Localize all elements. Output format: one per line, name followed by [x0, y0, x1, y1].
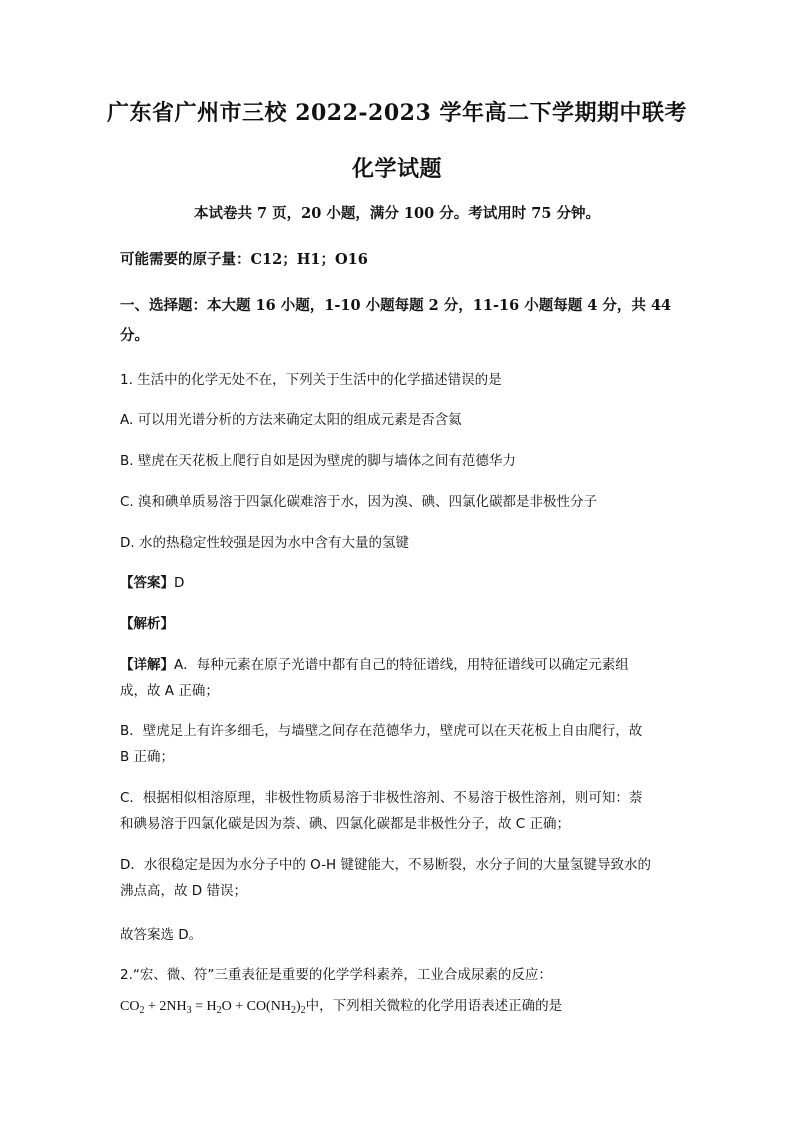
detail-b-line2: B 正确； — [120, 749, 175, 765]
conclusion: 故答案选 D。 — [120, 927, 203, 943]
analysis-label: 【解析】 — [120, 616, 174, 632]
question-2-stem-tail: 中，下列相关微粒的化学用语表述正确的是 — [305, 998, 563, 1014]
question-1-option-c: C. 溴和碘单质易溶于四氯化碳难溶于水，因为溴、碘、四氯化碳都是非极性分子 — [120, 494, 598, 510]
question-2-equation-line — [120, 996, 562, 1017]
section-heading-line2: 分。 — [120, 327, 149, 344]
detail-a-line2: 成，故 A 正确； — [120, 683, 219, 699]
detail-b-line1: B．壁虎足上有许多细毛，与墙壁之间存在范德华力，壁虎可以在天花板上自由爬行，故 — [120, 723, 643, 739]
detail-label: 【详解】 — [120, 657, 174, 673]
question-1-option-d: D. 水的热稳定性较强是因为水中含有大量的氢键 — [120, 535, 409, 551]
question-2-stem: 2.“宏、微、符”三重表征是重要的化学学科素养，工业合成尿素的反应： — [120, 967, 552, 983]
detail-d-line2: 沸点高，故 D 错误； — [120, 883, 247, 899]
answer-line — [120, 573, 184, 593]
question-1-option-a: A. 可以用光谱分析的方法来确定太阳的组成元素是否含氦 — [120, 412, 462, 428]
detail-a-text: A．每种元素在原子光谱中都有自己的特征谱线，用特征谱线可以确定元素组 — [174, 657, 629, 673]
exam-title: 广东省广州市三校 2022-2023 学年高二下学期期中联考 — [107, 100, 687, 126]
question-1-option-b: B. 壁虎在天花板上爬行自如是因为壁虎的脚与墙体之间有范德华力 — [120, 453, 516, 469]
detail-c-line2: 和碘易溶于四氯化碳是因为萘、碘、四氯化碳都是非极性分子，故 C 正确； — [120, 816, 571, 832]
exam-subtitle: 化学试题 — [351, 156, 442, 182]
section-heading-line1: 一、选择题：本大题 16 小题，1-10 小题每题 2 分，11-16 小题每题 4 分，共 44 — [120, 297, 672, 314]
question-1-stem: 1. 生活中的化学无处不在，下列关于生活中的化学描述错误的是 — [120, 372, 502, 388]
reaction-equation: $CO_2 + 2NH_3 = H_2O + CO(NH_2)_2$ — [120, 999, 306, 1016]
detail-a-line1 — [120, 655, 629, 675]
atomic-mass-note: 可能需要的原子量：C12；H1；O16 — [120, 251, 368, 268]
answer-label: 【答案】 — [120, 575, 174, 591]
detail-d-line1: D．水很稳定是因为水分子中的 O-H 键键能大，不易断裂，水分子间的大量氢键导致水的 — [120, 857, 652, 873]
exam-info: 本试卷共 7 页，20 小题，满分 100 分。考试用时 75 分钟。 — [193, 205, 601, 222]
detail-c-line1: C．根据相似相溶原理，非极性物质易溶于非极性溶剂、不易溶于极性溶剂，则可知：萘 — [120, 790, 643, 806]
answer-value: D — [174, 575, 185, 591]
